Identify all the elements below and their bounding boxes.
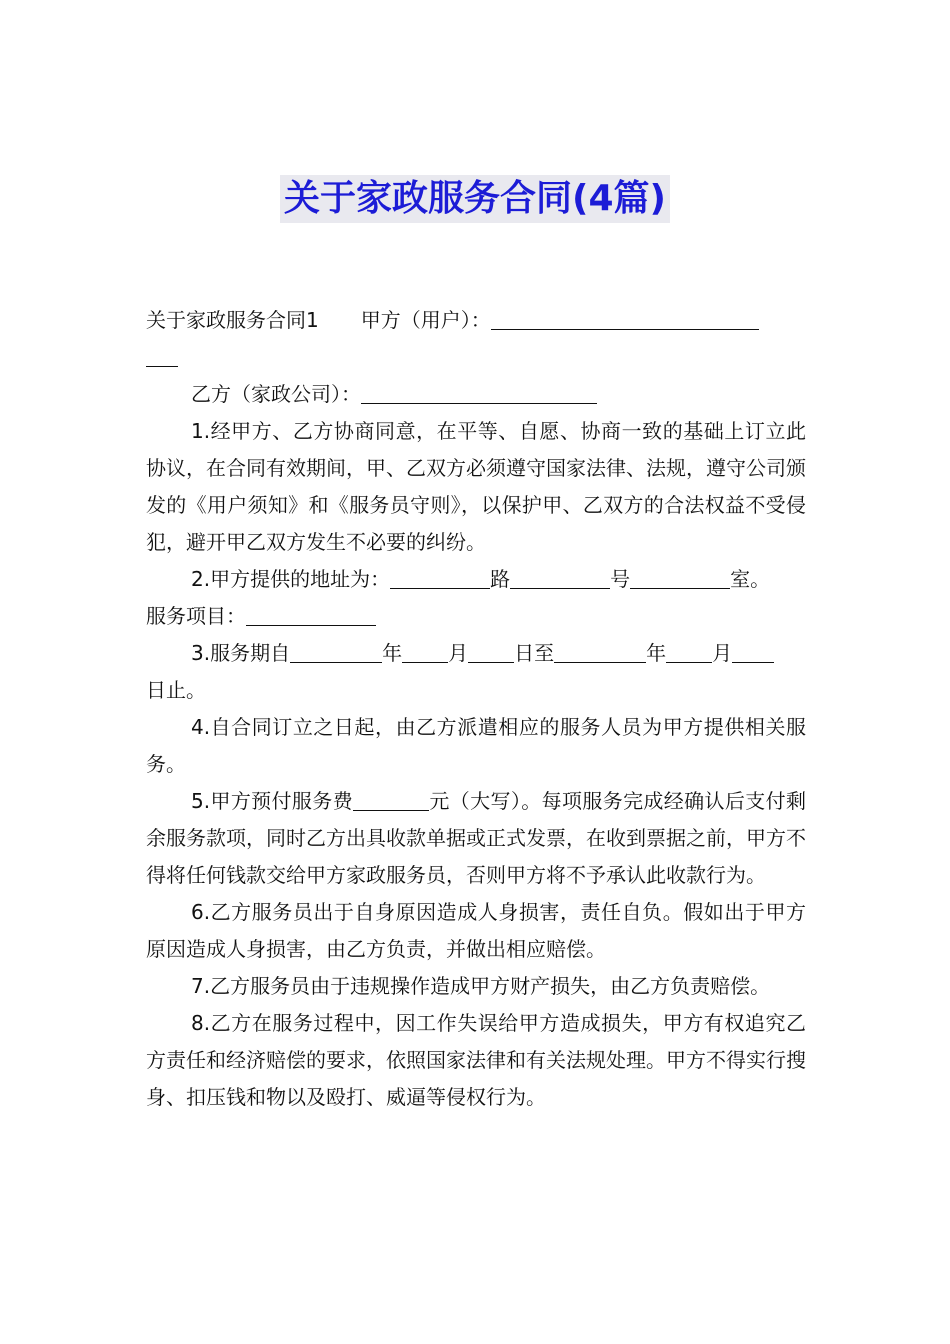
- party-a-label: 甲方（用户）：: [360, 308, 491, 332]
- document-title: 关于家政服务合同(4篇): [280, 175, 670, 223]
- clause-5: [146, 783, 806, 894]
- road-blank: [390, 564, 490, 589]
- clause-3: [146, 635, 806, 709]
- start-day-blank: [468, 638, 514, 663]
- service-item-blank: [246, 601, 376, 626]
- prepaid-fee-blank: [353, 786, 429, 811]
- clause-5-prefix: 5.甲方预付服务费: [191, 789, 354, 813]
- start-year-label: 年: [382, 641, 403, 665]
- title-wrapper: [0, 175, 950, 223]
- clause-8: 8.乙方在服务过程中，因工作失误给甲方造成损失，甲方有权追究乙方责任和经济赔偿的要求，依照国家法律和有关法规处理。甲方不得实行搜身、扣压钱和物以及殴打、威逼等侵权行为。: [146, 1011, 806, 1109]
- clause-2: [146, 561, 806, 635]
- clause-3-prefix: 3.服务期自: [191, 641, 291, 665]
- number-label: 号: [610, 567, 631, 591]
- day-to-label: 日至: [514, 641, 555, 665]
- end-month-label: 月: [712, 641, 733, 665]
- road-label: 路: [490, 567, 511, 591]
- header-line: [146, 302, 806, 376]
- party-b-blank: [361, 379, 597, 404]
- party-a-blank-continued: [146, 342, 178, 367]
- room-blank: [630, 564, 730, 589]
- party-b-label: 乙方（家政公司）：: [191, 382, 361, 406]
- clause-7: 7.乙方服务员由于违规操作造成甲方财产损失，由乙方负责赔偿。: [191, 974, 771, 998]
- clause-5-rest: 元（大写）。每项服务完成经确认后支付剩余服务款项，同时乙方出具收款单据或正式发票，在收到票据之前，甲方不得将任何钱款交给甲方家政服务员，否则甲方将不予承认此收款行为。: [146, 789, 807, 887]
- end-year-label: 年: [646, 641, 667, 665]
- clause-2-prefix: 2.甲方提供的地址为：: [191, 567, 391, 591]
- party-b-line: [146, 376, 806, 413]
- service-item-label: 服务项目：: [146, 604, 246, 628]
- number-blank: [510, 564, 610, 589]
- start-year-blank: [290, 638, 382, 663]
- clause-1: 1.经甲方、乙方协商同意，在平等、自愿、协商一致的基础上订立此协议，在合同有效期间，甲、乙双方必须遵守国家法律、法规，遵守公司颁发的《用户须知》和《服务员守则》，以保护甲、乙双方的合法权益不受侵犯，避开甲乙双方发生不必要的纠纷。: [146, 419, 806, 554]
- end-day-blank: [732, 638, 774, 663]
- room-label: 室。: [730, 567, 771, 591]
- party-a-blank: [491, 305, 759, 330]
- contract-label: 关于家政服务合同1: [146, 308, 319, 332]
- end-month-blank: [666, 638, 712, 663]
- end-year-blank: [554, 638, 646, 663]
- clause-4: 4.自合同订立之日起，由乙方派遣相应的服务人员为甲方提供相关服务。: [146, 715, 806, 776]
- end-day-label: 日止。: [146, 678, 206, 702]
- start-month-label: 月: [448, 641, 469, 665]
- start-month-blank: [402, 638, 448, 663]
- clause-6: 6.乙方服务员出于自身原因造成人身损害，责任自负。假如出于甲方原因造成人身损害，由乙方负责，并做出相应赔偿。: [146, 900, 806, 961]
- contract-body: [146, 302, 806, 1116]
